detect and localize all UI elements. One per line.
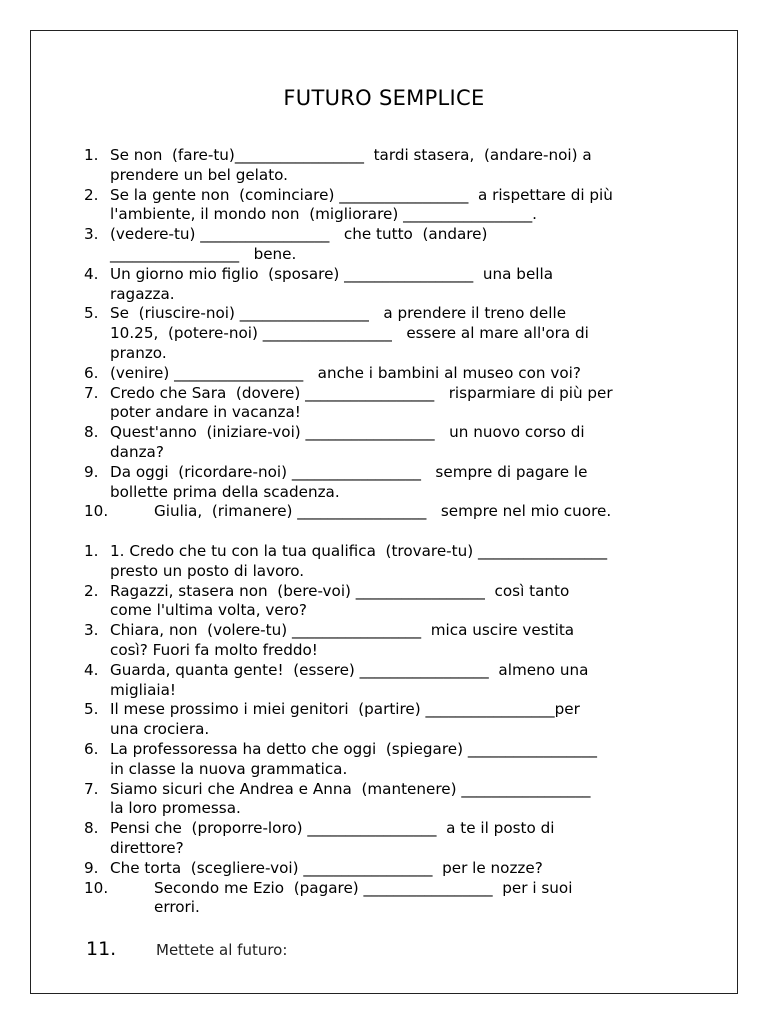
exercise-item xyxy=(84,304,724,363)
item-line: _________________ bene. xyxy=(110,244,297,263)
item-number: 4. xyxy=(84,660,99,679)
item-line: Pensi che (proporre-loro) _________________ a te il posto di xyxy=(110,819,555,838)
item-line: pranzo. xyxy=(110,343,167,362)
item-text xyxy=(110,463,724,503)
exercise-item xyxy=(84,502,724,522)
item-text xyxy=(110,423,724,463)
item-number: 7. xyxy=(84,779,99,798)
exercise-item xyxy=(84,364,724,384)
page-title: FUTURO SEMPLICE xyxy=(283,86,485,110)
item-line: Quest'anno (iniziare-voi) _________________ un nuovo corso di xyxy=(110,423,585,442)
item-line: Da oggi (ricordare-noi) _________________ sempre di pagare le xyxy=(110,462,588,481)
item-text xyxy=(154,879,724,919)
exercise-item xyxy=(84,463,724,503)
item-line: migliaia! xyxy=(110,680,177,699)
item-text xyxy=(110,859,724,879)
item-line: La professoressa ha detto che oggi (spiegare) _________________ xyxy=(110,739,597,758)
item-line: poter andare in vacanza! xyxy=(110,403,301,422)
item-line: Siamo sicuri che Andrea e Anna (mantenere) _________________ xyxy=(110,779,591,798)
exercise-item xyxy=(84,780,724,820)
exercise-item xyxy=(84,384,724,424)
item-text xyxy=(110,146,724,186)
item-line: errori. xyxy=(154,898,200,917)
exercise-item xyxy=(84,542,724,582)
footer-instruction xyxy=(86,938,287,960)
item-text xyxy=(110,819,724,859)
item-number: 1. xyxy=(84,542,99,560)
exercise-item xyxy=(84,423,724,463)
item-text xyxy=(110,542,724,582)
item-line: (vedere-tu) _________________ che tutto (andare) xyxy=(110,225,488,244)
item-line: Ragazzi, stasera non (bere-voi) _________________ così tanto xyxy=(110,581,570,600)
item-number: 9. xyxy=(84,462,99,481)
item-line: prendere un bel gelato. xyxy=(110,165,289,184)
item-number: 8. xyxy=(84,423,99,442)
exercise-item xyxy=(84,700,724,740)
item-line: Se non (fare-tu)_________________ tardi stasera, (andare-noi) a xyxy=(110,146,592,164)
item-text xyxy=(110,780,724,820)
exercise-item xyxy=(84,740,724,780)
exercise-item xyxy=(84,186,724,226)
item-line: come l'ultima volta, vero? xyxy=(110,601,307,620)
item-line: 1. Credo che tu con la tua qualifica (trovare-tu) _________________ xyxy=(110,542,608,560)
exercise-item xyxy=(84,582,724,622)
item-number: 3. xyxy=(84,225,99,244)
item-line: in classe la nuova grammatica. xyxy=(110,759,348,778)
exercise-item xyxy=(84,265,724,305)
item-number: 3. xyxy=(84,621,99,640)
item-number: 6. xyxy=(84,363,99,382)
item-text xyxy=(110,304,724,363)
exercise-item xyxy=(84,621,724,661)
item-text xyxy=(110,661,724,701)
item-number: 1. xyxy=(84,146,99,164)
item-number: 5. xyxy=(84,304,99,323)
item-text xyxy=(110,740,724,780)
item-line: bollette prima della scadenza. xyxy=(110,482,340,501)
item-text xyxy=(110,621,724,661)
item-line: danza? xyxy=(110,442,164,461)
item-line: una crociera. xyxy=(110,720,210,739)
item-line: l'ambiente, il mondo non (migliorare) _________________. xyxy=(110,205,538,224)
item-line: presto un posto di lavoro. xyxy=(110,561,305,580)
item-text xyxy=(110,265,724,305)
exercise-list-1 xyxy=(84,146,724,522)
exercise-item xyxy=(84,819,724,859)
item-number: 2. xyxy=(84,581,99,600)
item-line: Il mese prossimo i miei genitori (partire) _________________per xyxy=(110,700,580,719)
item-number: 10. xyxy=(84,878,109,897)
item-text xyxy=(154,502,724,522)
item-line: direttore? xyxy=(110,838,184,857)
item-text xyxy=(110,582,724,622)
exercise-item xyxy=(84,225,724,265)
item-line: (venire) _________________ anche i bambini al museo con voi? xyxy=(110,363,581,382)
item-number: 2. xyxy=(84,185,99,204)
item-number: 4. xyxy=(84,264,99,283)
item-line: Chiara, non (volere-tu) _________________ mica uscire vestita xyxy=(110,621,575,640)
item-number: 7. xyxy=(84,383,99,402)
item-text xyxy=(110,384,724,424)
item-line: ragazza. xyxy=(110,284,175,303)
item-line: Un giorno mio figlio (sposare) _________________ una bella xyxy=(110,264,554,283)
exercise-item xyxy=(84,661,724,701)
item-line: Guarda, quanta gente! (essere) _________________ almeno una xyxy=(110,660,589,679)
item-line: così? Fuori fa molto freddo! xyxy=(110,640,318,659)
item-number: 10. xyxy=(84,502,109,521)
item-line: Che torta (scegliere-voi) _________________ per le nozze? xyxy=(110,858,543,877)
footer-text: Mettete al futuro: xyxy=(156,941,288,959)
item-line: Giulia, (rimanere) _________________ sempre nel mio cuore. xyxy=(154,502,612,521)
item-text xyxy=(110,186,724,226)
item-number: 5. xyxy=(84,700,99,719)
item-number: 6. xyxy=(84,739,99,758)
item-line: Credo che Sara (dovere) _________________ risparmiare di più per xyxy=(110,383,613,402)
item-number: 8. xyxy=(84,819,99,838)
footer-number: 11. xyxy=(86,938,117,960)
exercise-list-2 xyxy=(84,542,724,918)
item-line: Secondo me Ezio (pagare) _________________ per i suoi xyxy=(154,878,573,897)
exercise-item xyxy=(84,879,724,919)
item-text xyxy=(110,700,724,740)
item-number: 9. xyxy=(84,858,99,877)
item-line: 10.25, (potere-noi) _________________ essere al mare all'ora di xyxy=(110,324,589,343)
item-text xyxy=(110,225,724,265)
exercise-item xyxy=(84,146,724,186)
item-line: Se (riuscire-noi) _________________ a prendere il treno delle xyxy=(110,304,567,323)
exercise-item xyxy=(84,859,724,879)
item-line: la loro promessa. xyxy=(110,799,241,818)
item-line: Se la gente non (cominciare) _________________ a rispettare di più xyxy=(110,185,613,204)
item-text xyxy=(110,364,724,384)
